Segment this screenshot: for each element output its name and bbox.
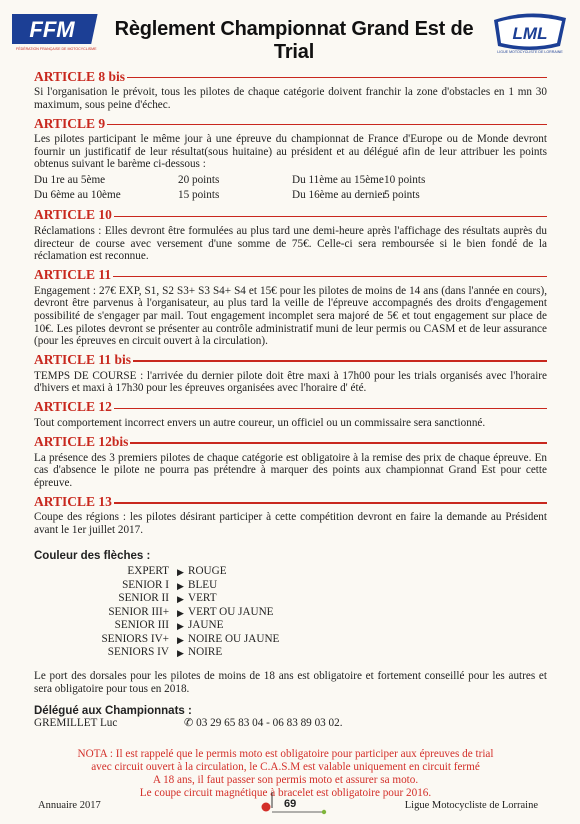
nota-line: Le coupe circuit magnétique à bracelet est obligatoire pour 2016. <box>139 786 432 799</box>
list-item <box>34 633 547 647</box>
svg-text:LIGUE MOTOCYCLISTE DE LORRAINE: LIGUE MOTOCYCLISTE DE LORRAINE <box>497 50 563 54</box>
arrow-category: SENIOR III+ <box>108 605 169 618</box>
list-item <box>34 579 547 593</box>
divider <box>133 360 547 362</box>
svg-text:FFM: FFM <box>29 17 75 42</box>
arrow-color: BLEU <box>188 578 218 591</box>
points-table <box>34 173 547 203</box>
delegate-heading: Délégué aux Championnats : <box>34 705 192 718</box>
ffm-logo <box>12 12 98 52</box>
article-title: ARTICLE 13 <box>34 493 112 509</box>
points-value: 15 points <box>178 188 220 201</box>
footer-left: Annuaire 2017 <box>38 800 101 811</box>
arrows-heading: Couleur des flèches : <box>34 550 151 563</box>
article-text: Engagement : 27€ EXP, S1, S2 S3+ S3 S4+ S4 et 15€ pour les pilotes de moins de 14 ans (dans l'année en cours), devront être parvenus à l'organisateur, au plus tard la veille de l'épreuve accompagnés des droits d'engagement possibilité de s'engager par mail. Tout engagement incomplet sera majoré de 5€ et tout engagement sur place de 10€. Les pilotes devront se présenter au contrôle administratif muni de leur permis ou CASM et de leur assurance (pour les épreuves en circuit ouvert à la circulation). <box>34 284 547 348</box>
points-range: Du 16ème au dernier <box>292 188 387 201</box>
article-heading <box>34 352 547 369</box>
article-title: ARTICLE 12 <box>34 399 112 415</box>
article-heading <box>34 68 547 85</box>
points-value: 20 points <box>178 173 220 186</box>
article-title: ARTICLE 9 <box>34 115 106 131</box>
article-text: TEMPS DE COURSE : l'arrivée du dernier pilote doit être maxi à 17h00 pour les trials organisés avec l'horaire d'hivers et maxi à 17h30 pour les épreuves organisées avec l'horaire d' été. <box>34 369 547 395</box>
regulation-content <box>34 64 547 799</box>
list-item <box>34 592 547 606</box>
article-text: Coupe des régions : les pilotes désirant participer à cette compétition devront en faire la demande au Président avant le 1er juillet 2017. <box>34 511 547 536</box>
article-heading <box>34 493 547 510</box>
article-heading <box>34 115 547 132</box>
list-item <box>34 619 547 633</box>
triangle-right-icon: ▶ <box>177 580 184 591</box>
article-title: ARTICLE 11 <box>34 267 112 283</box>
arrow-category: SENIOR III <box>114 619 169 632</box>
list-item <box>34 606 547 620</box>
arrow-color-list <box>34 565 547 660</box>
points-value: 5 points <box>384 188 420 201</box>
nota-line: A 18 ans, il faut passer son permis moto et assurer sa moto. <box>152 773 419 786</box>
list-item <box>34 646 547 660</box>
svg-text:LML: LML <box>512 24 548 43</box>
page-title: Règlement Championnat Grand Est de Trial <box>114 18 474 63</box>
footer-right: Ligue Motocycliste de Lorraine <box>404 800 538 811</box>
arrow-color: ROUGE <box>188 565 227 578</box>
page-number: 69 <box>284 798 297 810</box>
arrow-category: SENIOR I <box>122 578 169 591</box>
delegate-name: GREMILLET Luc <box>34 717 118 730</box>
article-text: La présence des 3 premiers pilotes de chaque catégorie est obligatoire à la remise des prix de chaque épreuve. En cas d'absence le pilote ne pourra pas prétendre à marquer des points aux championnat Grand Est pour cette épreuve. <box>34 451 547 489</box>
divider <box>113 276 547 278</box>
arrow-color: VERT <box>188 592 217 605</box>
arrow-category: SENIOR II <box>118 592 169 605</box>
divider <box>114 408 547 410</box>
article-heading <box>34 207 547 224</box>
nota-line: NOTA : Il est rappelé que le permis moto est obligatoire pour participer aux épreuves de trial <box>77 748 494 761</box>
points-range: Du 11ème au 15ème <box>292 173 384 186</box>
article-title: ARTICLE 11 bis <box>34 352 132 368</box>
divider <box>127 77 547 79</box>
points-value: 10 points <box>384 173 426 186</box>
triangle-right-icon: ▶ <box>177 567 184 578</box>
list-item <box>34 565 547 579</box>
divider <box>130 442 547 444</box>
arrow-color: NOIRE <box>188 646 223 659</box>
points-range: Du 1re au 5ème <box>34 173 106 186</box>
article-heading <box>34 267 547 284</box>
arrow-color: VERT OU JAUNE <box>188 605 274 618</box>
article-text: Tout comportement incorrect envers un autre coureur, un officiel ou un commissaire sera sanctionné. <box>34 416 486 429</box>
page-header <box>0 8 580 63</box>
svg-text:FÉDÉRATION FRANÇAISE DE MOTOCY: FÉDÉRATION FRANÇAISE DE MOTOCYCLISME <box>16 47 97 51</box>
triangle-right-icon: ▶ <box>177 648 184 659</box>
nota-line: avec circuit ouvert à la circulation, le C.A.S.M est valable uniquement en circuit fermé <box>91 760 480 773</box>
delegate-phone: ✆ 03 29 65 83 04 - 06 83 89 03 02. <box>184 717 343 730</box>
dorsales-text: Le port des dorsales pour les pilotes de moins de 18 ans est obligatoire et fortement conseillé pour les autres et sera obligatoire pour tous en 2018. <box>34 669 547 695</box>
points-range: Du 6ème au 10ème <box>34 188 121 201</box>
lml-logo <box>490 10 570 56</box>
delegate-contact <box>34 717 547 730</box>
triangle-right-icon: ▶ <box>177 621 184 632</box>
divider <box>114 502 547 504</box>
article-heading <box>34 399 547 416</box>
triangle-right-icon: ▶ <box>177 634 184 645</box>
article-text: Si l'organisation le prévoit, tous les pilotes de chaque catégorie doivent franchir la zone d'obstacles en 1 mn 30 maximum, sous peine d'échec. <box>34 86 547 111</box>
article-title: ARTICLE 8 bis <box>34 68 126 84</box>
arrow-category: EXPERT <box>127 565 169 578</box>
article-title: ARTICLE 12bis <box>34 434 129 449</box>
arrow-category: SENIORS IV+ <box>101 632 169 645</box>
divider <box>107 124 547 126</box>
arrow-category: SENIORS IV <box>107 646 169 659</box>
arrow-color: NOIRE OU JAUNE <box>188 632 280 645</box>
triangle-right-icon: ▶ <box>177 594 184 605</box>
article-text: Les pilotes participant le même jour à une épreuve du championnat de France d'Europe ou de Monde devront fournir un justificatif de leur résultat(sous huitaine) au président et au délégué afin de leur attribuer les points obtenus suivant le barème ci-dessous : <box>34 133 547 171</box>
article-text: Réclamations : Elles devront être formulées au plus tard une demi-heure après l'affichage des résultats auprès du directeur de course avec versement d'une somme de 75€. Celle-ci sera remboursée si le bien fondé de la réclamation est reconnue. <box>34 224 547 263</box>
article-heading <box>34 434 547 451</box>
page-footer <box>0 790 580 820</box>
divider <box>114 216 547 218</box>
arrow-color: JAUNE <box>188 619 224 632</box>
article-title: ARTICLE 10 <box>34 207 112 223</box>
triangle-right-icon: ▶ <box>177 607 184 618</box>
